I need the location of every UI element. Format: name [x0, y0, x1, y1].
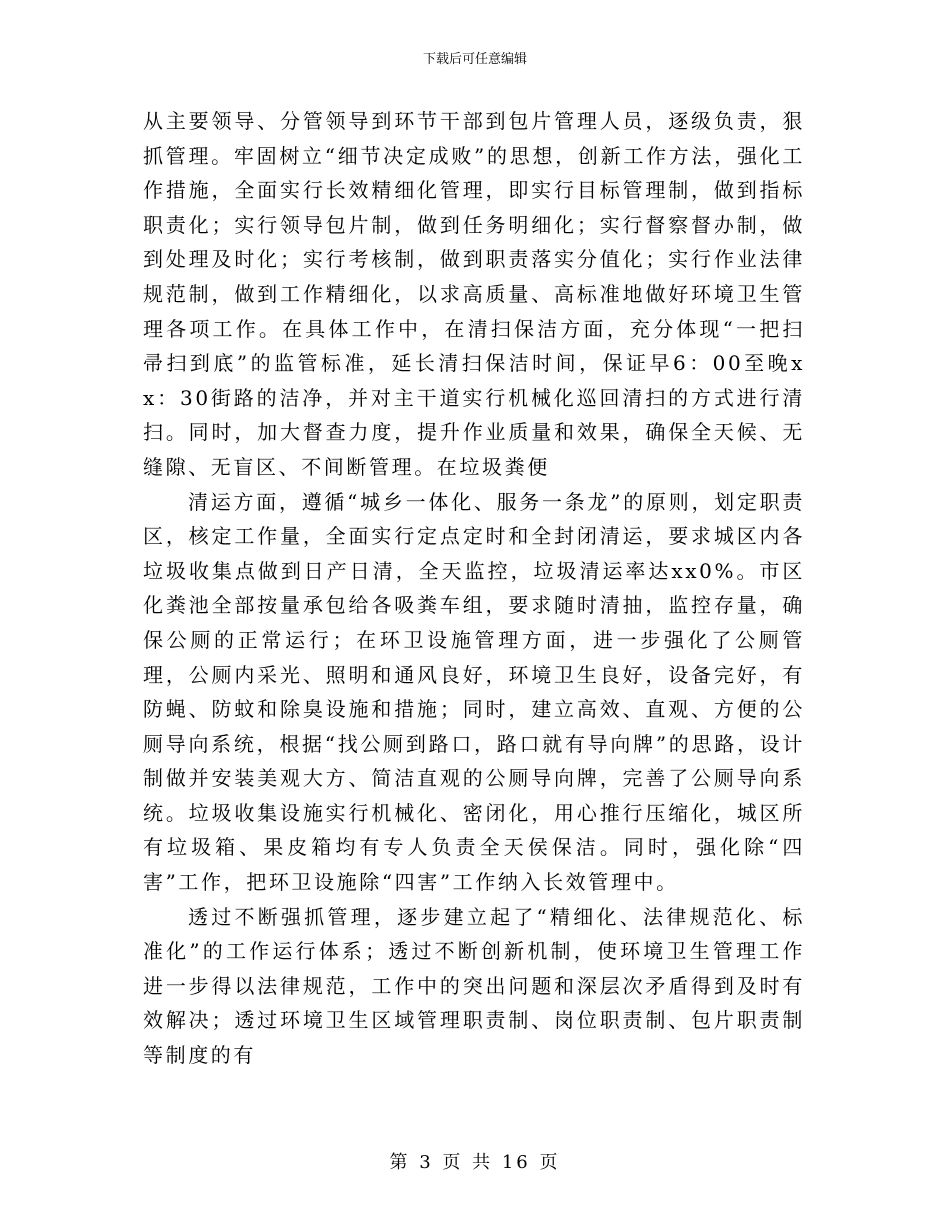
paragraph-1: 从主要领导、分管领导到环节干部到包片管理人员，逐级负责，狠抓管理。牢固树立“细节决定成败”的思想，创新工作方法，强化工作措施，全面实行长效精细化管理，即实行目标管理制，做到指标职责化；实行领导包片制，做到任务明细化；实行督察督办制，做到处理及时化；实行考核制，做到职责落实分值化；实行作业法律规范制，做到工作精细化，以求高质量、高标准地做好环境卫生管理各项工作。在具体工作中，在清扫保洁方面，充分体现“一把扫帚扫到底”的监管标准，延长清扫保洁时间，保证早6：00至晚xx：30街路的洁净，并对主干道实行机械化巡回清扫的方式进行清扫。同时，加大督查力度，提升作业质量和效果，确保全天候、无缝隙、无盲区、不间断管理。在垃圾粪便 — [143, 109, 805, 479]
page-footer: 第 3 页 共 16 页 — [389, 1152, 561, 1173]
page-header: 下载后可任意编辑 — [422, 52, 527, 67]
document-body — [143, 104, 805, 1073]
paragraph-2: 清运方面，遵循“城乡一体化、服务一条龙”的原则，划定职责区，核定工作量，全面实行定点定时和全封闭清运，要求城区内各垃圾收集点做到日产日清，全天监控，垃圾清运率达xx0%。市区化粪池全部按量承包给各吸粪车组，要求随时清抽，监控存量，确保公厕的正常运行；在环卫设施管理方面，进一步强化了公厕管理，公厕内采光、照明和通风良好，环境卫生良好，设备完好，有防蝇、防蚊和除臭设施和措施；同时，建立高效、直观、方便的公厕导向系统，根据“找公厕到路口，路口就有导向牌”的思路，设计制做并安装美观大方、简洁直观的公厕导向牌，完善了公厕导向系统。垃圾收集设施实行机械化、密闭化，用心推行压缩化，城区所有垃圾箱、果皮箱均有专人负责全天侯保洁。同时，强化除“四害”工作，把环卫设施除“四害”工作纳入长效管理中。 — [143, 489, 805, 895]
paragraph-3: 透过不断强抓管理，逐步建立起了“精细化、法律规范化、标准化”的工作运行体系；透过不断创新机制，使环境卫生管理工作进一步得以法律规范，工作中的突出问题和深层次矛盾得到及时有效解决；透过环境卫生区域管理职责制、岗位职责制、包片职责制等制度的有 — [143, 904, 805, 1068]
